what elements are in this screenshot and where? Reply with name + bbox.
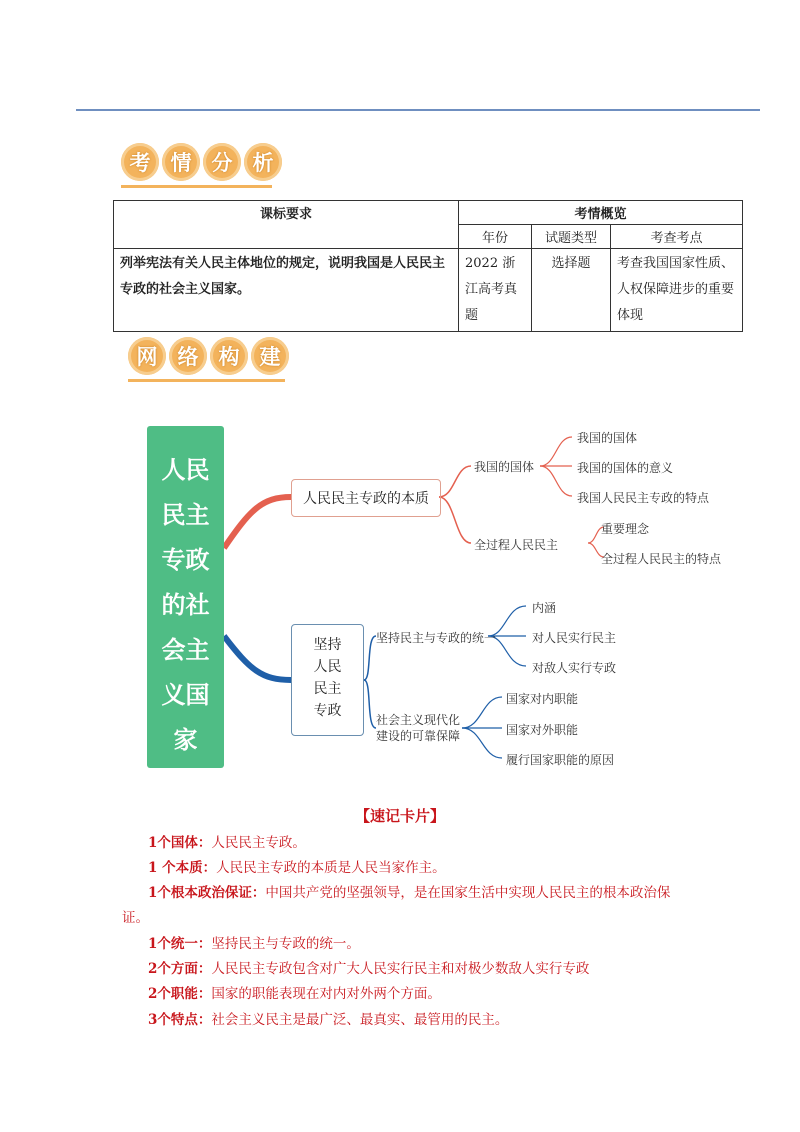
leaf: 对人民实行民主: [532, 631, 617, 645]
card-line: [148, 1008, 708, 1033]
branch-uphold: [291, 624, 364, 736]
node-guarantee: [376, 712, 460, 744]
section-title-char: 析: [244, 143, 282, 181]
leaf: 我国的国体的意义: [577, 461, 674, 475]
leaf: 重要理念: [601, 522, 650, 536]
card-label: 1个统一：: [148, 936, 212, 952]
node-unity: 坚持民主与专政的统一: [376, 631, 497, 645]
root-line: 义国: [161, 681, 210, 709]
root-line: 家: [173, 726, 198, 754]
root-line: 的社: [161, 591, 210, 619]
connector-root-branch1: [224, 497, 291, 548]
card-label: 1 个本质：: [148, 860, 217, 876]
leaf: 对敌人实行专政: [532, 661, 617, 675]
branch-essence: 人民民主专政的本质: [291, 479, 441, 517]
card-label: 1个根本政治保证：: [148, 885, 266, 901]
card-line: [148, 932, 708, 957]
branch2-line: 坚持: [313, 637, 342, 653]
node-guarantee-line: 社会主义现代化: [376, 713, 461, 727]
connector-root-branch2: [224, 636, 291, 680]
card-line: [148, 856, 708, 881]
leaf: 我国的国体: [577, 431, 638, 445]
leaf: 内涵: [532, 601, 557, 615]
leaf: 全过程人民民主的特点: [601, 552, 722, 566]
section-title-char: 网: [128, 337, 166, 375]
requirement-cell: 列举宪法有关人民主体地位的规定，说明我国是人民民主专政的社会主义国家。: [114, 249, 459, 332]
card-label: 2个方面：: [148, 961, 212, 977]
card-text: 人民民主专政包含对广大人民实行民主和对极少数敌人实行专政: [211, 961, 590, 977]
leaf: 国家对内职能: [506, 692, 579, 706]
header-requirement: 课标要求: [114, 201, 459, 249]
node-whole-process-democracy: 全过程人民民主: [474, 538, 559, 552]
card-text: 国家的职能表现在对内对外两个方面。: [211, 986, 441, 1002]
card-label: 1个国体：: [148, 835, 212, 851]
card-text: 人民民主专政的本质是人民当家作主。: [216, 860, 446, 876]
leaf: 履行国家职能的原因: [506, 753, 615, 767]
root-line: 民主: [161, 501, 210, 529]
card-label: 3个特点：: [148, 1012, 212, 1028]
leaf: 我国人民民主专政的特点: [577, 491, 710, 505]
card-line: [148, 831, 708, 856]
section-title-char: 建: [251, 337, 289, 375]
section-title-char: 情: [162, 143, 200, 181]
card-line: [148, 982, 708, 1007]
card-text: 坚持民主与专政的统一。: [211, 936, 360, 952]
col-year: 年份: [459, 225, 532, 249]
year-cell: 2022 浙江高考真题: [459, 249, 532, 332]
card-line: [148, 957, 708, 982]
card-text: 人民民主专政。: [211, 835, 306, 851]
branch2-line: 人民: [313, 659, 342, 675]
branch2-line: 专政: [313, 703, 342, 719]
section-title-char: 构: [210, 337, 248, 375]
section-title-char: 络: [169, 337, 207, 375]
card-text: 中国共产党的坚强领导，是在国家生活中实现人民民主的根本政治保证。: [122, 885, 671, 926]
section-title-char: 考: [121, 143, 159, 181]
mindmap-root: [147, 426, 224, 768]
branch2-line: 民主: [313, 681, 342, 697]
card-title: 【速记卡片】: [354, 807, 445, 825]
col-type: 试题类型: [532, 225, 611, 249]
type-cell: 选择题: [532, 249, 611, 332]
header-overview: 考情概览: [459, 201, 743, 225]
card-label: 2个职能：: [148, 986, 212, 1002]
root-line: 会主: [161, 636, 210, 664]
card-line: [122, 881, 692, 931]
point-cell: 考查我国国家性质、人权保障进步的重要体现: [611, 249, 743, 332]
node-state-system: 我国的国体: [474, 460, 535, 474]
card-text: 社会主义民主是最广泛、最真实、最管用的民主。: [211, 1012, 509, 1028]
leaf: 国家对外职能: [506, 723, 579, 737]
col-point: 考查考点: [611, 225, 743, 249]
node-guarantee-line: 建设的可靠保障: [376, 729, 461, 743]
root-line: 人民: [161, 456, 210, 484]
root-line: 专政: [161, 546, 210, 574]
section-title-char: 分: [203, 143, 241, 181]
